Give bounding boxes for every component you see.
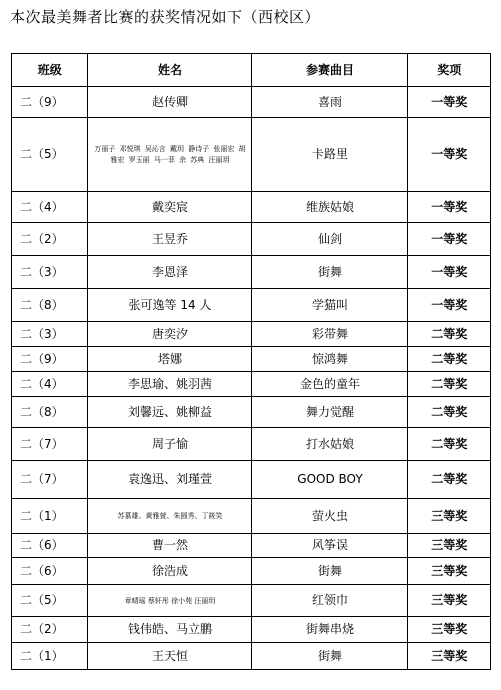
song-cell: 街舞 [252,558,408,585]
page-title: 本次最美舞者比赛的获奖情况如下（西校区） [10,8,321,26]
header-award: 奖项 [408,54,491,87]
class-cell: 二（4） [12,192,88,223]
class-cell: 二（8） [12,397,88,428]
award-cell: 一等奖 [408,192,491,223]
name-cell: 袁逸迅、刘瑾萱 [88,461,252,499]
class-cell: 二（2） [12,223,88,256]
class-cell: 二（5） [12,118,88,192]
table-row [12,534,491,558]
name-cell: 万丽子 邓悦琪 吴沁言 戴玥 静诗子 张丽宏 胡雅宏 罗玉丽 马一菲 余 苏典 汪丽玥 [88,118,252,192]
name-cell: 章晴瑶 蔡轩彤 徐小苑 汪丽玥 [88,585,252,617]
name-cell: 徐浩成 [88,558,252,585]
class-cell: 二（3） [12,322,88,347]
class-cell: 二（6） [12,534,88,558]
name-cell: 刘馨远、姚柳益 [88,397,252,428]
name-cell: 李思瑜、姚羽茜 [88,372,252,397]
award-cell: 三等奖 [408,585,491,617]
class-cell: 二（5） [12,585,88,617]
name-cell: 周子愉 [88,428,252,461]
table-row [12,372,491,397]
award-cell: 三等奖 [408,534,491,558]
award-cell: 二等奖 [408,428,491,461]
song-cell: 喜雨 [252,87,408,118]
awards-table [11,53,491,670]
song-cell: 街舞串烧 [252,617,408,643]
award-cell: 二等奖 [408,461,491,499]
class-cell: 二（6） [12,558,88,585]
song-cell: 仙剑 [252,223,408,256]
table-row [12,289,491,322]
song-cell: 街舞 [252,643,408,670]
table-row [12,322,491,347]
name-cell: 曹一然 [88,534,252,558]
table-row [12,192,491,223]
song-cell: 打水姑娘 [252,428,408,461]
table-row [12,223,491,256]
song-cell: 学猫叫 [252,289,408,322]
award-cell: 二等奖 [408,397,491,428]
table-row [12,643,491,670]
table-row [12,428,491,461]
class-cell: 二（8） [12,289,88,322]
song-cell: 卡路里 [252,118,408,192]
table-row [12,397,491,428]
award-cell: 三等奖 [408,617,491,643]
table-row [12,256,491,289]
song-cell: 舞力觉醒 [252,397,408,428]
class-cell: 二（3） [12,256,88,289]
class-cell: 二（7） [12,461,88,499]
song-cell: 彩带舞 [252,322,408,347]
table-header-row [12,54,491,87]
table-row [12,558,491,585]
award-cell: 二等奖 [408,347,491,372]
name-cell: 王天恒 [88,643,252,670]
song-cell: 红领巾 [252,585,408,617]
class-cell: 二（1） [12,499,88,534]
song-cell: 街舞 [252,256,408,289]
award-cell: 一等奖 [408,289,491,322]
header-class: 班级 [12,54,88,87]
table-row [12,585,491,617]
class-cell: 二（2） [12,617,88,643]
song-cell: 维族姑娘 [252,192,408,223]
table-row [12,499,491,534]
award-cell: 一等奖 [408,223,491,256]
song-cell: 惊鸿舞 [252,347,408,372]
award-cell: 三等奖 [408,643,491,670]
name-cell: 唐奕汐 [88,322,252,347]
name-cell: 张可逸等 14 人 [88,289,252,322]
song-cell: 风筝误 [252,534,408,558]
name-cell: 苏慕雄、黄雅萱、朱圆秀、丁筱笑 [88,499,252,534]
song-cell: 金色的童年 [252,372,408,397]
award-cell: 二等奖 [408,372,491,397]
name-cell: 钱伟皓、马立鹏 [88,617,252,643]
class-cell: 二（7） [12,428,88,461]
header-name: 姓名 [88,54,252,87]
name-cell: 李恩泽 [88,256,252,289]
name-cell: 戴奕宸 [88,192,252,223]
award-cell: 一等奖 [408,118,491,192]
award-cell: 二等奖 [408,322,491,347]
table-row [12,461,491,499]
class-cell: 二（9） [12,347,88,372]
table-row [12,617,491,643]
header-song: 参赛曲目 [252,54,408,87]
song-cell: 萤火虫 [252,499,408,534]
table-row [12,347,491,372]
award-cell: 一等奖 [408,87,491,118]
song-cell: GOOD BOY [252,461,408,499]
class-cell: 二（4） [12,372,88,397]
table-row [12,87,491,118]
award-cell: 一等奖 [408,256,491,289]
table-row [12,118,491,192]
name-cell: 赵传卿 [88,87,252,118]
name-cell: 王昱乔 [88,223,252,256]
class-cell: 二（9） [12,87,88,118]
award-cell: 三等奖 [408,558,491,585]
name-cell: 塔娜 [88,347,252,372]
award-cell: 三等奖 [408,499,491,534]
class-cell: 二（1） [12,643,88,670]
